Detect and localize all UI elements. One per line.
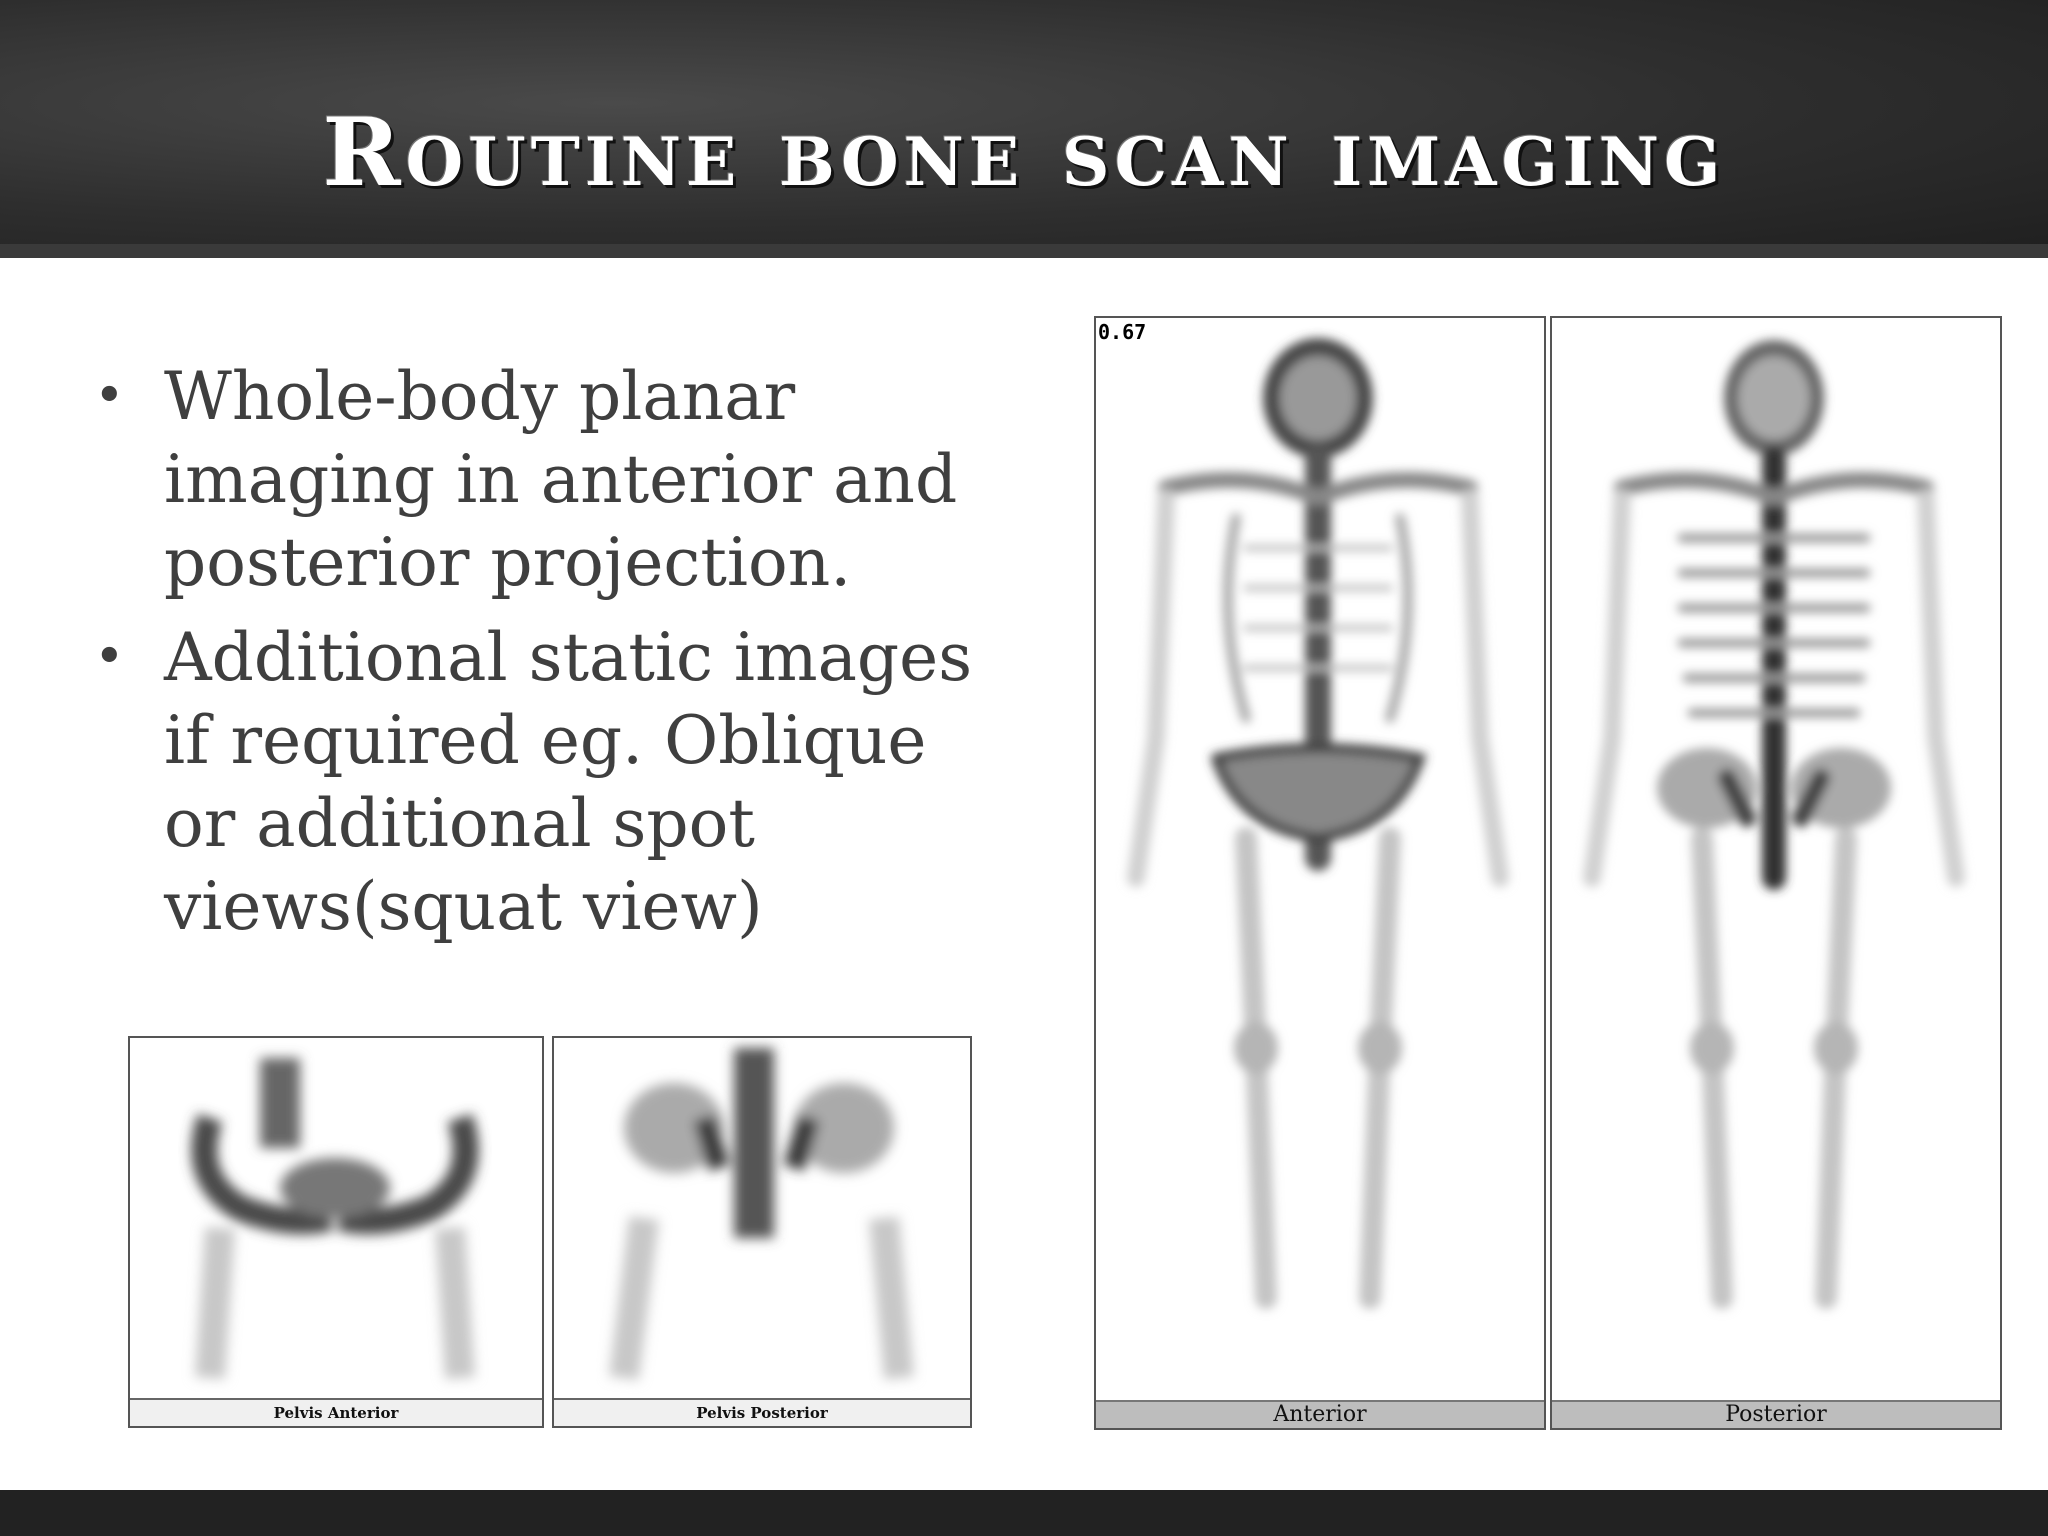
pelvis-anterior-image (128, 1036, 544, 1428)
bullet-text: Whole-body planar imaging in anterior and posterior projection. (164, 358, 958, 601)
scale-label: 0.67 (1098, 320, 1147, 344)
bullet-list (80, 355, 980, 960)
pelvis-posterior-caption: Pelvis Posterior (554, 1398, 970, 1426)
skeleton-anterior-scan (1096, 318, 1544, 1398)
anterior-caption: Anterior (1096, 1400, 1544, 1428)
slide-title: Routine bone scan imaging (322, 98, 1726, 208)
whole-body-posterior-image (1550, 316, 2002, 1430)
pelvis-posterior-image (552, 1036, 972, 1428)
pelvis-anterior-caption: Pelvis Anterior (130, 1398, 542, 1426)
bullet-item (80, 355, 980, 604)
bullet-dot-icon: • (94, 627, 125, 687)
whole-body-anterior-image (1094, 316, 1546, 1430)
pelvis-anterior-scan (130, 1038, 542, 1398)
bullet-dot-icon: • (94, 366, 125, 426)
bullet-text: Additional static images if required eg. Oblique or additional spot views(squat view) (164, 619, 973, 945)
header-banner (0, 0, 2048, 258)
pelvis-posterior-scan (554, 1038, 970, 1398)
posterior-caption: Posterior (1552, 1400, 2000, 1428)
bullet-item (80, 616, 980, 948)
header-divider (0, 244, 2048, 258)
skeleton-posterior-scan (1552, 318, 2000, 1398)
footer-bar (0, 1490, 2048, 1536)
